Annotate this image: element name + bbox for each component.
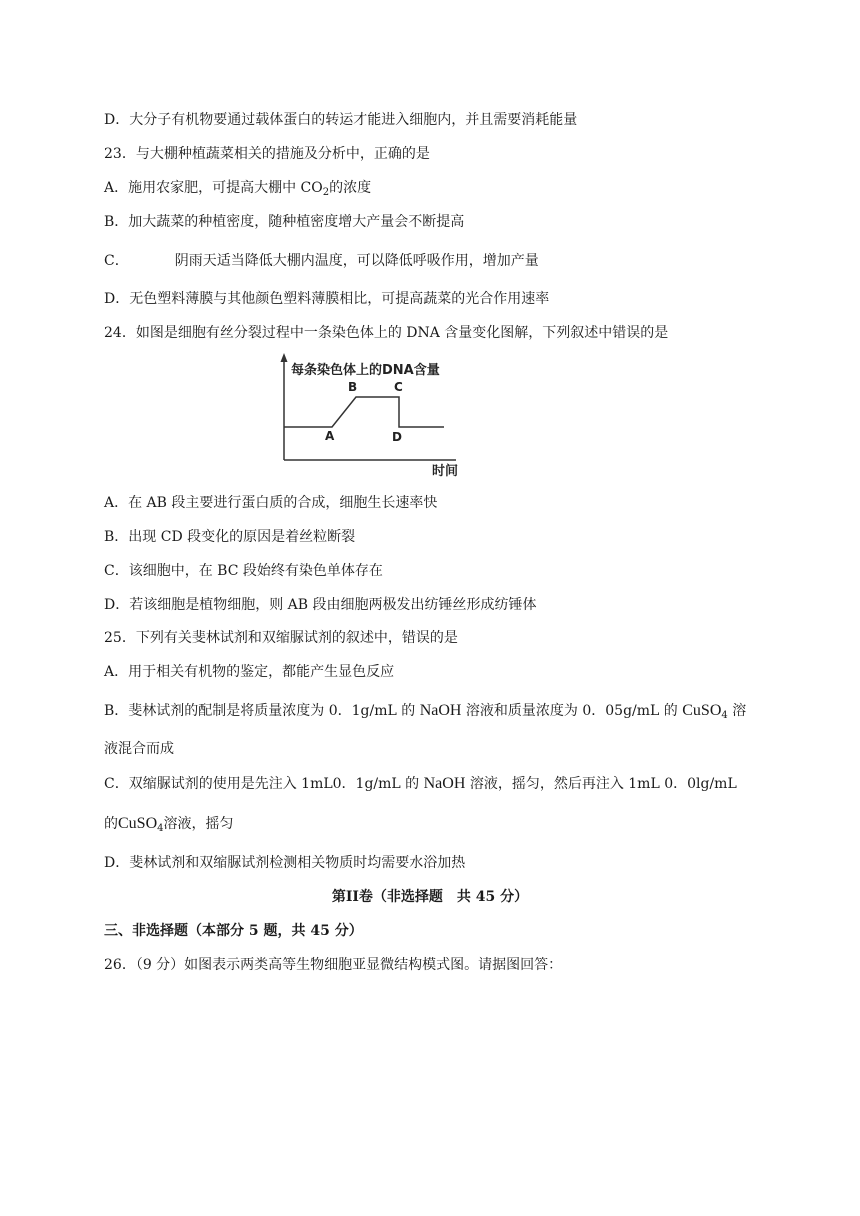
part2-title: 第II卷（非选择题 共 45 分）: [331, 889, 529, 905]
y-axis-arrow: [281, 353, 288, 362]
q23-option-c-label: C．: [104, 253, 129, 269]
point-label-c: C: [394, 380, 403, 394]
naoh-formula: NaOH: [423, 775, 466, 792]
q22-option-d: D．大分子有机物要通过载体蛋白的转运才能进入细胞内，并且需要消耗能量: [104, 112, 578, 128]
naoh-formula: NaOH: [419, 702, 462, 719]
section-title: 三、非选择题（本部分 5 题，共 45 分）: [104, 923, 363, 939]
q24-option-d: D．若该细胞是植物细胞，则 AB 段由细胞两极发出纺锤丝形成纺锤体: [104, 597, 537, 613]
cuso4-formula: CuSO: [682, 702, 722, 719]
q23-option-c: [104, 251, 539, 271]
q24-option-c: C．该细胞中，在 BC 段始终有染色单体存在: [104, 563, 383, 579]
q25-option-b-line2: 液混合而成: [104, 741, 174, 757]
q23-stem: 23．与大棚种植蔬菜相关的措施及分析中，正确的是: [104, 146, 430, 162]
q26-stem: 26．（9 分）如图表示两类高等生物细胞亚显微结构模式图。请据图回答：: [104, 957, 563, 973]
co2-subscript: 2: [322, 187, 330, 198]
q23-option-a-text: A．施用农家肥，可提高大棚中 CO: [104, 180, 323, 196]
dna-content-chart: [262, 350, 492, 480]
q24-stem: 24．如图是细胞有丝分裂过程中一条染色体上的 DNA 含量变化图解，下列叙述中错误的是: [104, 325, 669, 341]
dna-curve: [284, 397, 444, 427]
q23-option-d: D．无色塑料薄膜与其他颜色塑料薄膜相比，可提高蔬菜的光合作用速率: [104, 291, 550, 307]
q25-stem: 25．下列有关斐林试剂和双缩脲试剂的叙述中，错误的是: [104, 630, 458, 646]
q23-option-c-text: 阴雨天适当降低大棚内温度，可以降低呼吸作用，增加产量: [174, 253, 539, 269]
cuso4-formula: CuSO: [118, 815, 158, 832]
q24-option-b: B．出现 CD 段变化的原因是着丝粒断裂: [104, 529, 356, 545]
point-label-a: A: [325, 429, 335, 443]
x-axis-label: 时间: [432, 464, 459, 479]
y-axis-label: 每条染色体上的DNA含量: [291, 363, 440, 378]
q23-option-a: [104, 178, 371, 198]
q25-option-b-line1: B．斐林试剂的配制是将质量浓度为 0．1g/mL 的 NaOH 溶液和质量浓度为 0．05g/mL 的 CuSO$_4$ 溶: [104, 702, 747, 721]
point-label-b: B: [348, 380, 358, 394]
q23-option-b: B．加大蔬菜的种植密度，随种植密度增大产量会不断提高: [104, 214, 465, 230]
point-label-d: D: [392, 430, 402, 444]
q23-option-a-tail: 的浓度: [329, 180, 372, 196]
q24-option-a: A．在 AB 段主要进行蛋白质的合成，细胞生长速率快: [104, 495, 438, 511]
q25-option-a: A．用于相关有机物的鉴定，都能产生显色反应: [104, 664, 395, 680]
q25-option-c-line2: 的CuSO$_4$溶液，摇匀: [104, 815, 234, 834]
q25-option-d: D．斐林试剂和双缩脲试剂检测相关物质时均需要水浴加热: [104, 855, 466, 871]
q25-option-c-line1: C．双缩脲试剂的使用是先注入 1mL0．1g/mL 的 NaOH 溶液，摇匀，然后再注入 1mL 0．0lg/mL: [104, 775, 737, 792]
